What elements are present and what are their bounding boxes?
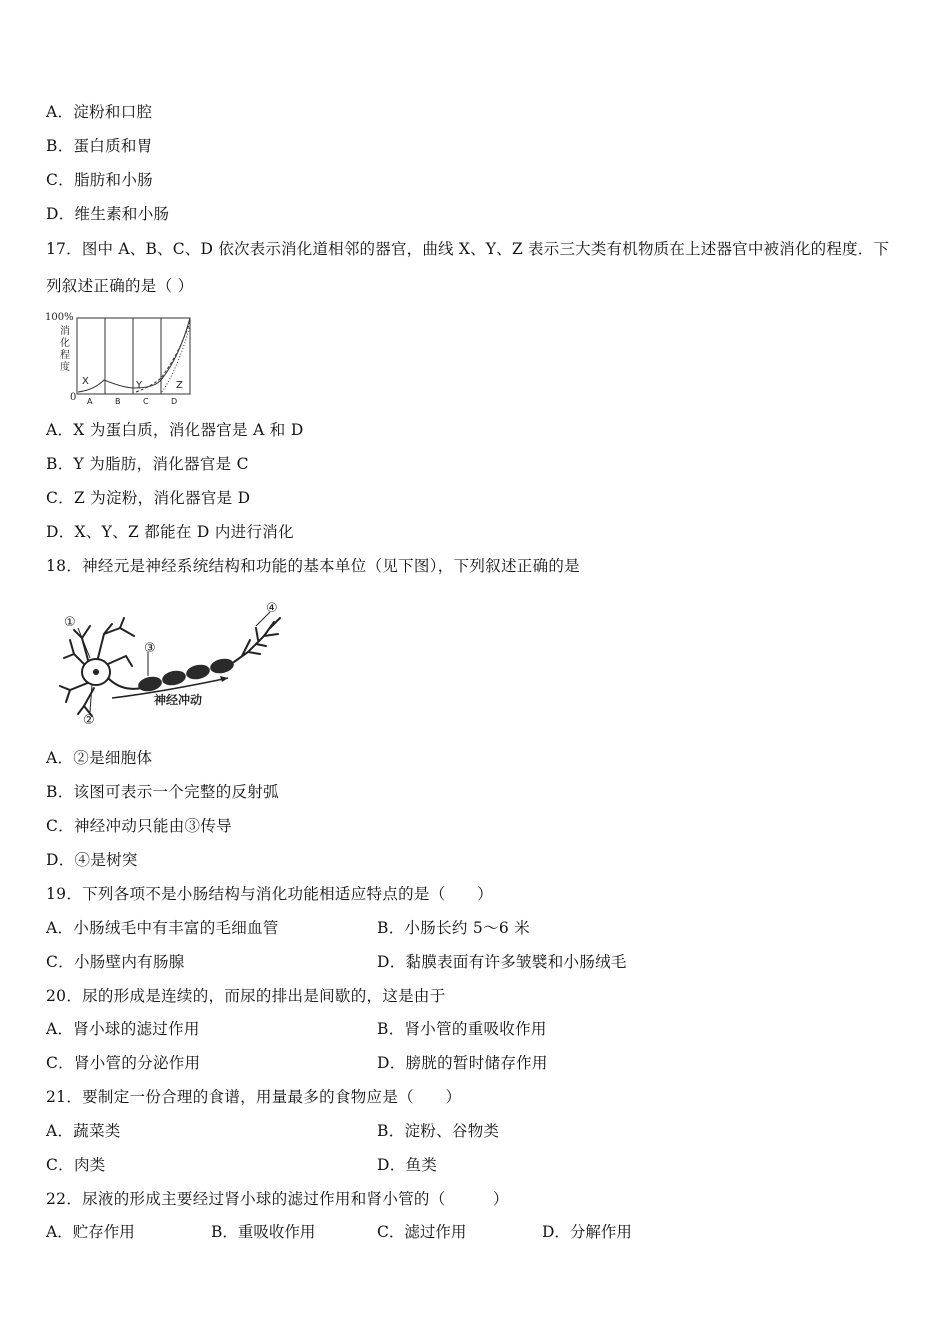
q17-digestion-chart bbox=[44, 308, 200, 408]
q18-label-3: ③ bbox=[144, 641, 156, 656]
q16-option-b: B．蛋白质和胃 bbox=[46, 137, 153, 155]
q19-option-a: A．小肠绒毛中有丰富的毛细血管 bbox=[46, 919, 279, 937]
q18-label-2: ② bbox=[83, 713, 95, 728]
q22-option-d: D．分解作用 bbox=[542, 1223, 632, 1241]
q17-option-c: C．Z 为淀粉，消化器官是 D bbox=[46, 489, 251, 507]
q16-option-d: D．维生素和小肠 bbox=[46, 205, 170, 223]
q20-option-b: B．肾小管的重吸收作用 bbox=[377, 1020, 547, 1038]
q16-option-a: A．淀粉和口腔 bbox=[46, 103, 153, 121]
q16-option-c: C．脂肪和小肠 bbox=[46, 171, 153, 189]
q20-option-c: C．肾小管的分泌作用 bbox=[46, 1054, 201, 1072]
q17-y-top-label: 100% bbox=[45, 312, 74, 323]
q18-option-c: C．神经冲动只能由③传导 bbox=[46, 817, 232, 835]
q17-curve-label-x: X bbox=[82, 376, 89, 387]
q18-option-b: B．该图可表示一个完整的反射弧 bbox=[46, 783, 279, 801]
q18-option-d: D．④是树突 bbox=[46, 851, 138, 869]
q22-option-b: B．重吸收作用 bbox=[211, 1223, 316, 1241]
q20-option-d: D．膀胱的暂时储存作用 bbox=[377, 1054, 548, 1072]
q19-option-c: C．小肠壁内有肠腺 bbox=[46, 953, 185, 971]
q19-option-b: B．小肠长约 5～6 米 bbox=[377, 919, 531, 937]
q21-option-a: A．蔬菜类 bbox=[46, 1122, 121, 1140]
q17-region-b: B bbox=[115, 397, 121, 406]
q21-option-d: D．鱼类 bbox=[377, 1156, 438, 1174]
q17-region-c: C bbox=[143, 397, 149, 406]
q17-option-a: A．X 为蛋白质，消化器官是 A 和 D bbox=[46, 421, 304, 439]
q18-label-1: ① bbox=[64, 615, 76, 630]
q17-y-zero-label: 0 bbox=[70, 392, 77, 403]
q17-option-d: D．X、Y、Z 都能在 D 内进行消化 bbox=[46, 523, 294, 541]
q22-option-c: C．滤过作用 bbox=[377, 1223, 467, 1241]
q19-option-d: D．黏膜表面有许多皱襞和小肠绒毛 bbox=[377, 953, 627, 971]
q18-myelin-sheath bbox=[137, 657, 235, 694]
q17-y-axis-label bbox=[60, 324, 70, 373]
q17-stem-line1: 17．图中 A、B、C、D 依次表示消化道相邻的器官，曲线 X、Y、Z 表示三大类有机物质在上述器官中被消化的程度．下 bbox=[46, 240, 890, 258]
q20-stem: 20．尿的形成是连续的，而尿的排出是间歇的，这是由于 bbox=[46, 987, 446, 1005]
q17-curve-label-z: Z bbox=[176, 380, 183, 391]
q20-option-a: A．肾小球的滤过作用 bbox=[46, 1020, 200, 1038]
q18-option-a: A．②是细胞体 bbox=[46, 749, 153, 767]
q17-curve-x bbox=[78, 318, 190, 392]
q21-option-c: C．肉类 bbox=[46, 1156, 106, 1174]
q22-option-a: A．贮存作用 bbox=[46, 1223, 135, 1241]
q17-y-axis-label-text: 消化程度 bbox=[60, 326, 70, 373]
q19-stem: 19．下列各项不是小肠结构与消化功能相适应特点的是（ ） bbox=[46, 885, 493, 903]
q21-option-b: B．淀粉、谷物类 bbox=[377, 1122, 500, 1140]
q17-region-d: D bbox=[171, 397, 178, 406]
q18-label-4: ④ bbox=[266, 601, 278, 616]
q17-option-b: B．Y 为脂肪，消化器官是 C bbox=[46, 455, 249, 473]
q17-region-a: A bbox=[87, 397, 93, 406]
q17-stem-line2: 列叙述正确的是（ ） bbox=[46, 277, 194, 295]
q18-neuron-diagram bbox=[52, 596, 292, 732]
q17-curve-label-y: Y bbox=[136, 380, 143, 391]
q18-stem: 18．神经元是神经系统结构和功能的基本单位（见下图），下列叙述正确的是 bbox=[46, 557, 580, 575]
q18-impulse-caption: 神经冲动 bbox=[154, 693, 203, 707]
q22-stem: 22．尿液的形成主要经过肾小球的滤过作用和肾小管的（ ） bbox=[46, 1190, 509, 1208]
q21-stem: 21．要制定一份合理的食谱，用量最多的食物应是（ ） bbox=[46, 1088, 462, 1106]
